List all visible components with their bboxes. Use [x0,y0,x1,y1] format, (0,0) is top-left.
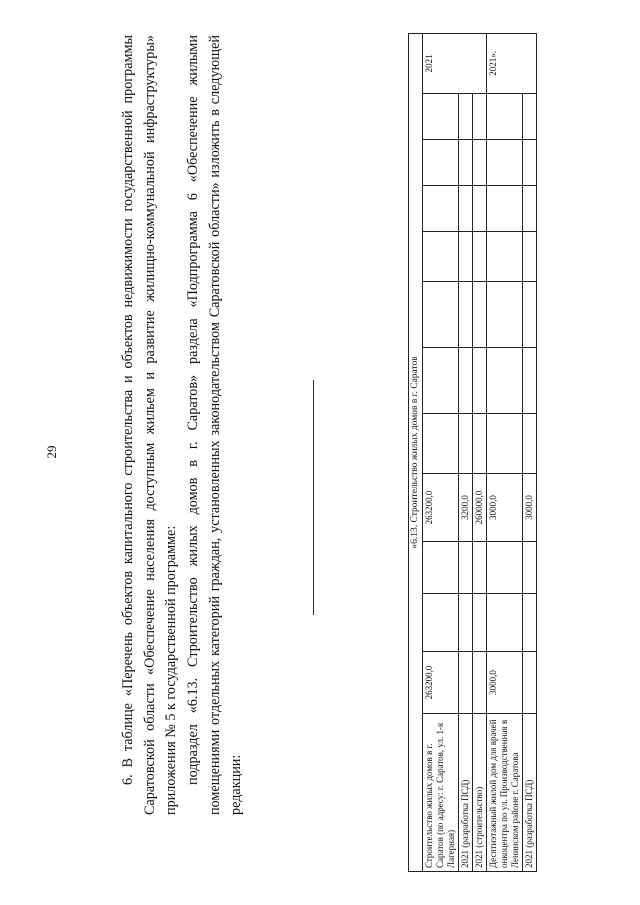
row-amount: 263200,0 [423,474,459,542]
table-row [423,33,459,871]
row-year: 2021 [423,33,487,93]
row-label: Строительство жилых домов в г. Саратов (по адресу: г. Саратов, ул. 1-я Лагерная) [423,714,459,872]
table-row [523,33,537,871]
table-row [473,33,487,871]
objects-table [408,33,537,872]
row-amount: 260000,0 [473,474,487,542]
page-number: 29 [44,445,59,459]
separator-line [313,380,314,615]
row-total: 263200,0 [423,652,459,714]
table-section-row [409,33,423,871]
table-row [459,33,473,871]
paragraph-1: 6. В таблице «Перечень объектов капитального строительства и объектов недвижимости государственной программы Саратовской области «Обеспечение населения доступным жильем и развитие жилищно-коммунальной инфраструктуры» приложения № 5 к государственной программе: [120,35,179,815]
row-label: 2021 (разработка ПСД) [459,714,473,872]
row-label: 2021 (разработка ПСД) [523,714,537,872]
row-label: 2021 (строительство) [473,714,487,872]
table-section-title: «6.13. Строительство жилых домов в г. Саратов [409,33,423,871]
row-label: Десятиэтажный жилой дом для врачей онкоцентра по ул. Производственная в Ленинском районе г. Саратова [487,714,523,872]
row-year: 2021». [487,33,537,93]
row-amount: 3000,0 [523,474,537,542]
row-total: 3000,0 [487,652,523,714]
row-amount: 3200,0 [459,474,473,542]
table-row [487,33,523,871]
paragraph-2: подраздел «6.13. Строительство жилых домов в г. Саратов» раздела «Подпрограмма 6 «Обеспечение жилыми помещениями отдельных категорий граждан, установленных законодательством Саратовской области» изложить в следующей редакции: [185,35,244,815]
row-amount: 3000,0 [487,474,523,542]
